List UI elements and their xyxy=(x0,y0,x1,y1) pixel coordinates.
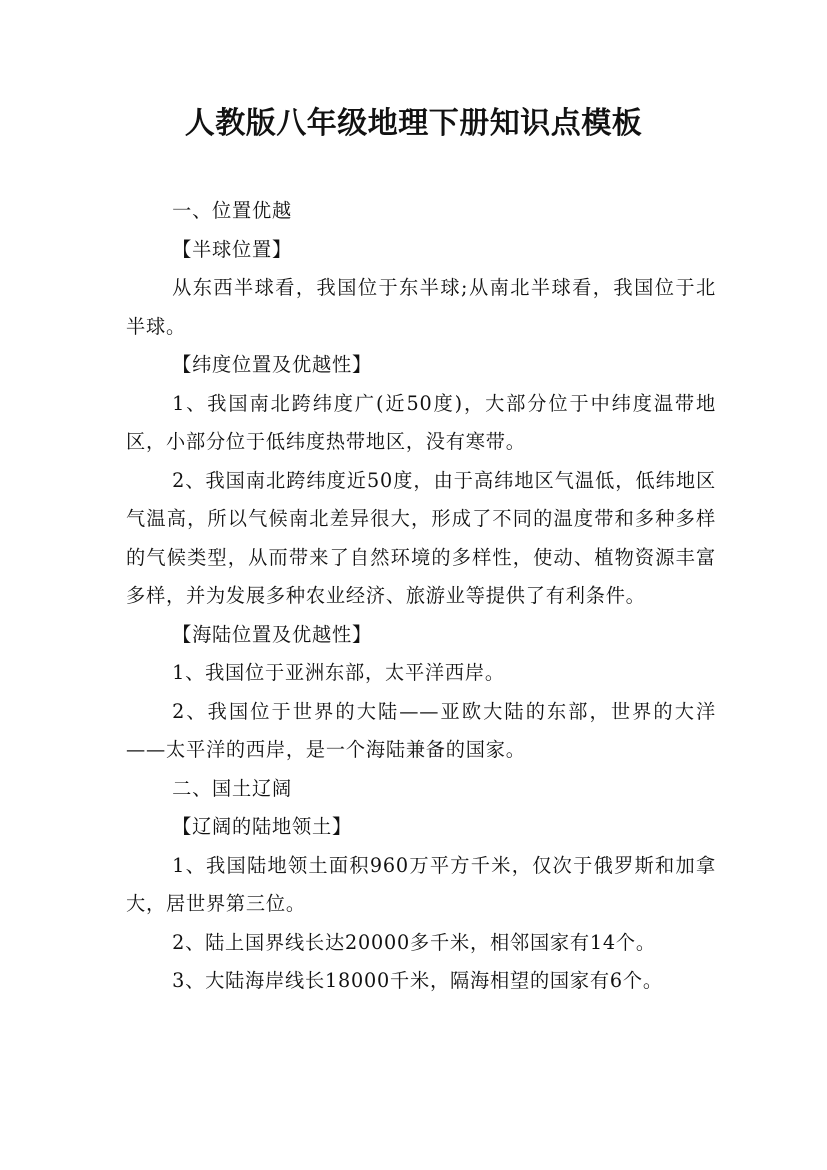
paragraph-sea-land-2: 2、我国位于世界的大陆——亚欧大陆的东部，世界的大洋——太平洋的西岸，是一个海陆兼备的国家。 xyxy=(126,699,716,761)
paragraph-territory-2: 2、陆上国界线长达20000多千米，相邻国家有14个。 xyxy=(172,930,656,954)
subheading-latitude: 【纬度位置及优越性】 xyxy=(172,353,372,376)
paragraph-latitude-2: 2、我国南北跨纬度近50度，由于高纬地区气温低，低纬地区气温高，所以气候南北差异很大，形成了不同的温度带和多种多样的气候类型，从而带来了自然环境的多样性，使动、植物资源丰富多样，并为发展多种农业经济、旅游业等提供了有利条件。 xyxy=(126,468,716,607)
paragraph-sea-land-1: 1、我国位于亚洲东部，太平洋西岸。 xyxy=(172,661,505,684)
paragraph-territory-3: 3、大陆海岸线长18000千米，隔海相望的国家有6个。 xyxy=(172,969,663,992)
section-heading-location: 一、位置优越 xyxy=(172,199,293,222)
paragraph-hemisphere: 从东西半球看，我国位于东半球;从南北半球看，我国位于北半球。 xyxy=(126,276,716,338)
section-heading-territory: 二、国土辽阔 xyxy=(172,776,293,800)
paragraph-territory-1: 1、我国陆地领土面积960万平方千米，仅次于俄罗斯和加拿大，居世界第三位。 xyxy=(126,853,716,915)
document-body xyxy=(126,192,716,1001)
subheading-hemisphere: 【半球位置】 xyxy=(172,237,293,261)
subheading-land-territory: 【辽阔的陆地领土】 xyxy=(172,815,352,838)
document-title: 人教版八年级地理下册知识点模板 xyxy=(184,106,643,141)
paragraph-latitude-1: 1、我国南北跨纬度广(近50度)，大部分位于中纬度温带地区，小部分位于低纬度热带地区，没有寒带。 xyxy=(126,391,716,453)
subheading-sea-land: 【海陆位置及优越性】 xyxy=(172,622,372,646)
